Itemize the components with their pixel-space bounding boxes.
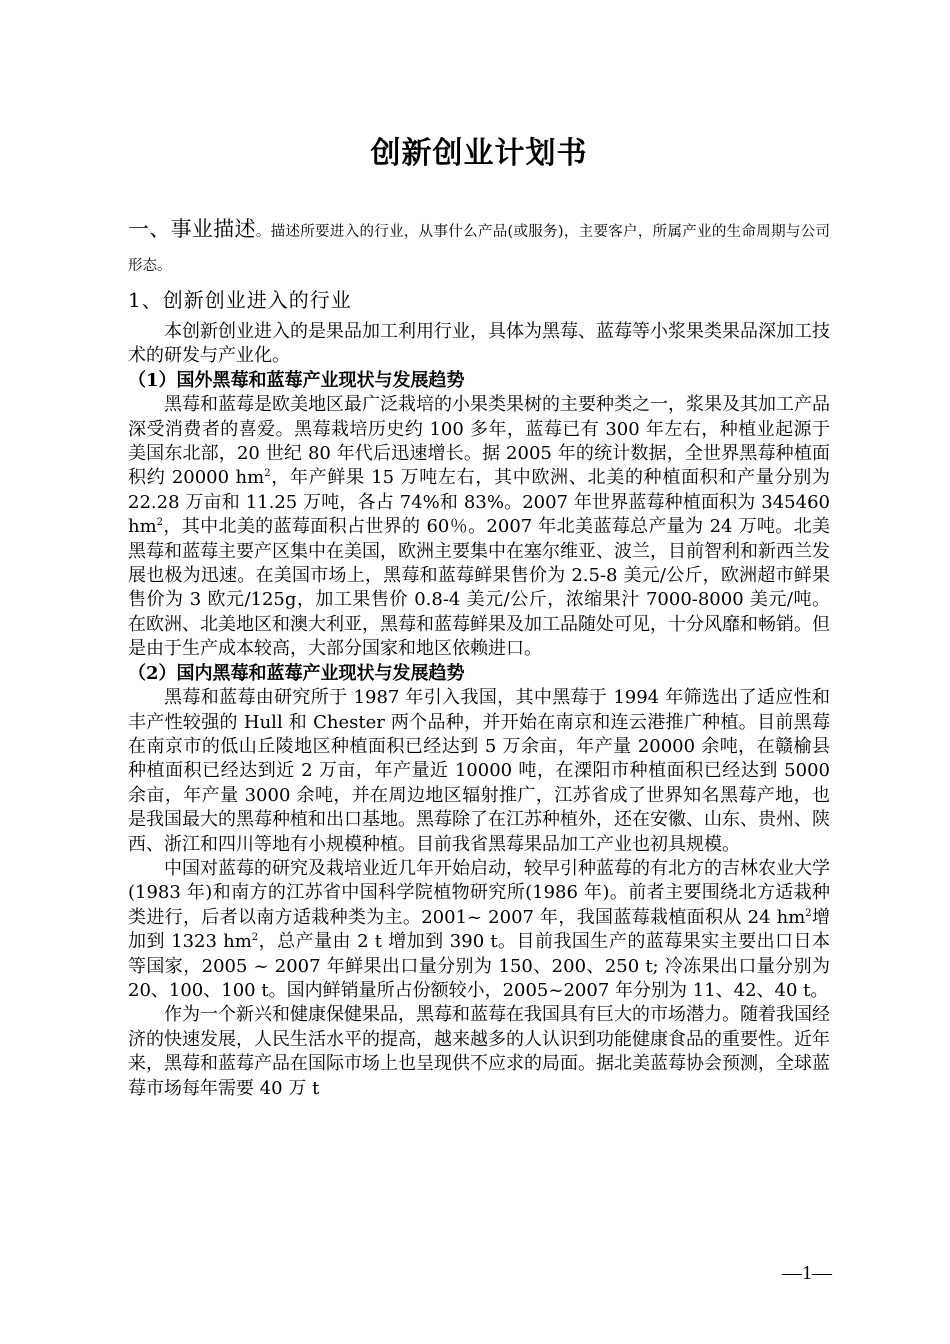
- paragraph-2-part-b: ，年产鲜果 15 万吨左右，其中欧洲、北美的种植面积和产量分别为 22.28 万亩和 11.25 万吨，各占 74%和 83%。2007 年世界蓝莓种植面积为 345460 hm: [128, 467, 830, 538]
- page-title: 创新创业计划书: [370, 136, 588, 171]
- paragraph-2-part-c: ，其中北美的蓝莓面积占世界的 60％。2007 年北美蓝莓总产量为 24 万吨。北美黑莓和蓝莓主要产区集中在美国，欧洲主要集中在塞尔维亚、波兰，目前智利和新西兰发展也极为迅速。在美国市场上，黑莓和蓝莓鲜果售价为 2.5-8 美元/公斤，欧洲超市鲜果售价为 3 欧元/125g，加工果售价 0.8-4 美元/公斤，浓缩果汁 7000-8000 美元/吨。在欧洲、北美地区和澳大利亚，黑莓和蓝莓鲜果及加工品随处可见，十分风靡和畅销。但是由于生产成本较高，大部分国家和地区依赖进口。: [128, 516, 830, 660]
- superscript: 2: [156, 517, 164, 529]
- superscript: 2: [251, 932, 259, 944]
- page-number: —1—: [782, 1262, 832, 1284]
- section-1-heading: 一、事业描述: [128, 217, 256, 241]
- paragraph-4: [128, 857, 830, 1003]
- paragraph-4-part-a: 中国对蓝莓的研究及栽培业近几年开始启动，较早引种蓝莓的有北方的吉林农业大学(1983 年)和南方的江苏省中国科学院植物研究所(1986 年)。前者主要围绕北方适栽种类进行，后者以南方适栽种类为主。2001~ 2007 年，我国蓝莓栽植面积从 24 hm: [128, 857, 830, 928]
- section-1-intro: [128, 212, 830, 283]
- subsection-1-heading: 1、创新创业进入的行业: [128, 288, 352, 312]
- paragraph-2: [128, 393, 830, 661]
- heading-domestic-industry: （2）国内黑莓和蓝莓产业现状与发展趋势: [128, 662, 465, 684]
- paragraph-1: 本创新创业进入的是果品加工利用行业，具体为黑莓、蓝莓等小浆果类果品深加工技术的研发与产业化。: [128, 321, 830, 367]
- paragraph-4-part-c: ，总产量由 2 t 增加到 390 t。目前我国生产的蓝莓果实主要出口日本等国家，2005 ~ 2007 年鲜果出口量分别为 150、200、250 t; 冷冻果出口量分别为 20、100、100 t。国内鲜销量所占份额较小，2005~2007 年分别为 11、42、40 t。: [128, 931, 830, 1001]
- paragraph-4-part-b: 增加到 1323 hm: [128, 906, 830, 953]
- superscript: 2: [264, 468, 271, 480]
- paragraph-3: 黑莓和蓝莓由研究所于 1987 年引入我国，其中黑莓于 1994 年筛选出了适应性和丰产性较强的 Hull 和 Chester 两个品种，并开始在南京和连云港推广种植。目前黑莓在南京市的低山丘陵地区种植面积已经达到 5 万余亩，年产量 20000 余吨，在赣榆县种植面积已经达到近 2 万亩，年产量近 10000 吨，在溧阳市种植面积已经达到 5000 余亩，年产量 3000 余吨，并在周边地区辐射推广，江苏省成了世界知名黑莓产地，也是我国最大的黑莓种植和出口基地。黑莓除了在江苏种植外，还在安徽、山东、贵州、陕西、浙江和四川等地有小规模种植。目前我省黑莓果品加工产业也初具规模。: [128, 687, 830, 855]
- body-text: [128, 320, 830, 1101]
- superscript: 2: [805, 907, 812, 919]
- paragraph-5: 作为一个新兴和健康保健果品，黑莓和蓝莓在我国具有巨大的市场潜力。随着我国经济的快速发展，人民生活水平的提高，越来越多的人认识到功能健康食品的重要性。近年来，黑莓和蓝莓产品在国际市场上也呈现供不应求的局面。据北美蓝莓协会预测，全球蓝莓市场每年需要 40 万 t: [128, 1004, 830, 1099]
- paragraph-2-part-a: 黑莓和蓝莓是欧美地区最广泛栽培的小果类果树的主要种类之一，浆果及其加工产品深受消费者的喜爱。黑莓栽培历史约 100 多年，蓝莓已有 300 年左右，种植业起源于美国东北部，20 世纪 80 年代后迅速增长。据 2005 年的统计数据，全世界黑莓种植面积约 20000 hm: [128, 394, 830, 489]
- heading-foreign-industry: （1）国外黑莓和蓝莓产业现状与发展趋势: [128, 369, 465, 391]
- section-1-description: 。描述所要进入的行业，从事什么产品(或服务)，主要客户，所属产业的生命周期与公司形态。: [128, 224, 831, 274]
